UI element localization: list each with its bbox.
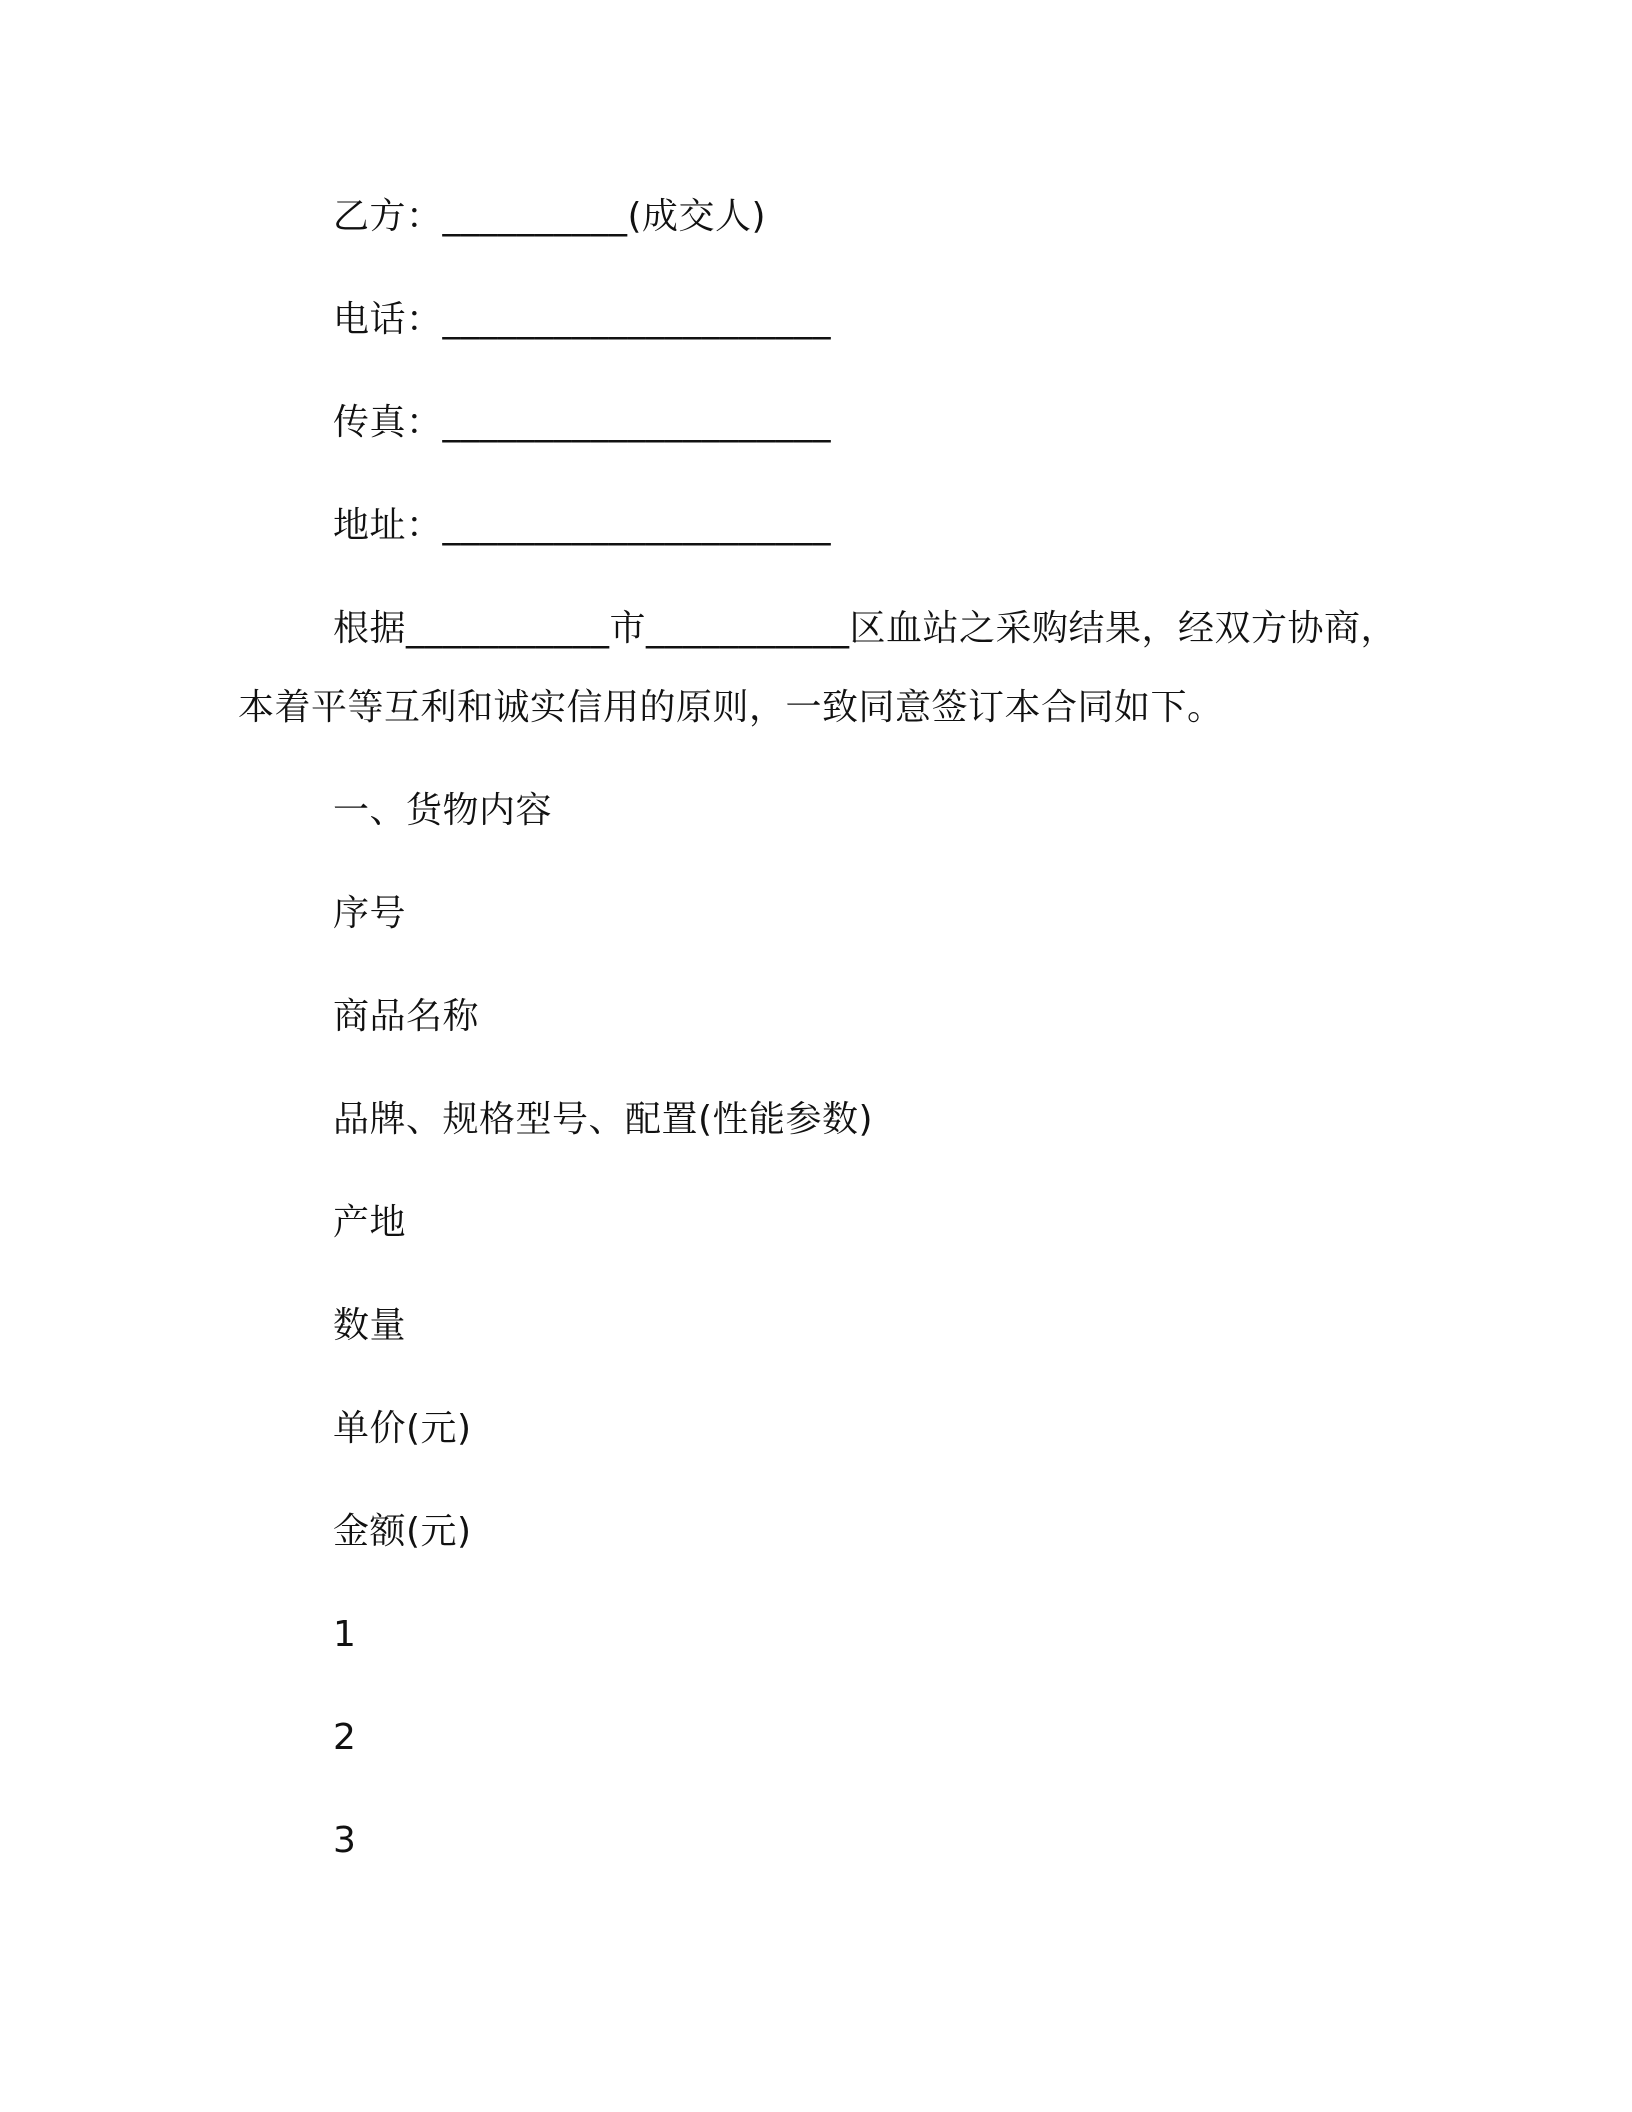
party-b-line: 乙方：__________(成交人) (333, 196, 767, 237)
preamble-line-2: 本着平等互利和诚实信用的原则，一致同意签订本合同如下。 (238, 687, 1224, 728)
table-row-2: 2 (333, 1717, 357, 1758)
table-header-quantity: 数量 (333, 1305, 407, 1346)
table-header-brand-spec: 品牌、规格型号、配置(性能参数) (333, 1099, 874, 1140)
table-header-product-name: 商品名称 (333, 996, 480, 1037)
fax-line: 传真：_____________________ (333, 402, 832, 443)
table-header-origin: 产地 (333, 1202, 407, 1243)
table-header-unit-price: 单价(元) (333, 1408, 472, 1449)
table-header-serial: 序号 (333, 893, 407, 934)
preamble-line-1: 根据___________市___________区血站之采购结果，经双方协商， (333, 608, 1398, 649)
section-heading-goods: 一、货物内容 (333, 790, 553, 831)
table-header-amount: 金额(元) (333, 1511, 472, 1552)
address-line: 地址：_____________________ (333, 505, 832, 546)
phone-line: 电话：_____________________ (333, 299, 832, 340)
table-row-3: 3 (333, 1820, 357, 1861)
table-row-1: 1 (333, 1614, 357, 1655)
